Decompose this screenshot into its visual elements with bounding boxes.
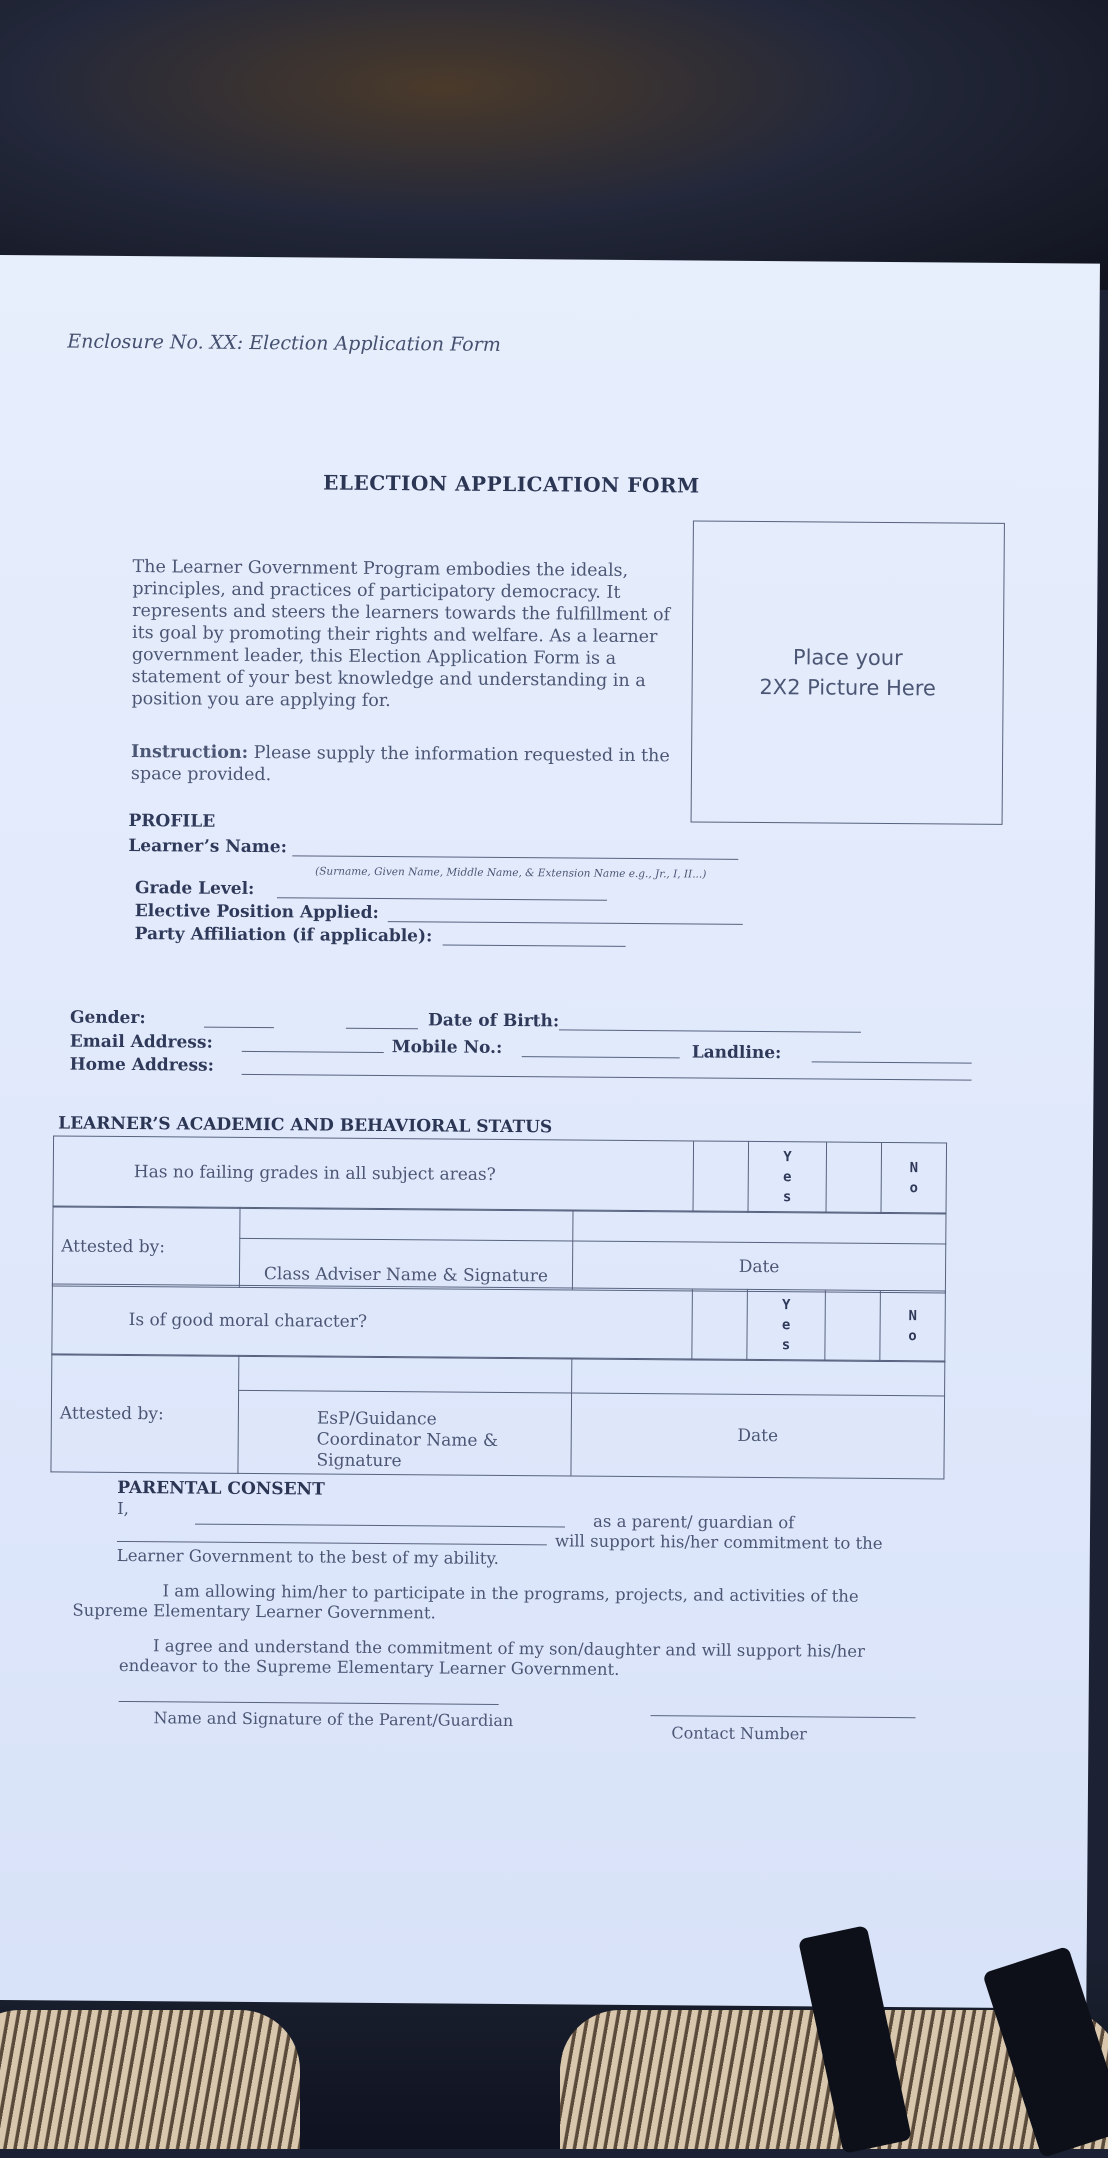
blank-cell[interactable] bbox=[826, 1142, 882, 1213]
gender-field[interactable] bbox=[204, 1027, 274, 1029]
background-top bbox=[0, 0, 1108, 290]
attested-by-label: Attested by: bbox=[51, 1354, 239, 1473]
landline-field[interactable] bbox=[812, 1061, 972, 1063]
attest-adviser-table bbox=[52, 1205, 947, 1293]
home-address-label: Home Address: bbox=[69, 1054, 214, 1076]
learner-name-label: Learner’s Name: bbox=[128, 836, 287, 858]
academic-status-table bbox=[53, 1135, 948, 1214]
blank-cell[interactable] bbox=[692, 1289, 748, 1360]
elective-position-field[interactable] bbox=[388, 921, 743, 925]
application-form-paper bbox=[0, 255, 1100, 2009]
yes-letter-s: s bbox=[781, 1337, 791, 1354]
parent-signature-field[interactable] bbox=[119, 1701, 499, 1705]
email-label: Email Address: bbox=[69, 1031, 213, 1053]
elective-position-label: Elective Position Applied: bbox=[134, 901, 379, 923]
consent-heading: PARENTAL CONSENT bbox=[117, 1477, 325, 1500]
adviser-date-space[interactable] bbox=[573, 1210, 946, 1244]
yes-letter-s: s bbox=[782, 1189, 792, 1206]
coordinator-signature-text: EsP/Guidance Coordinator Name & Signature bbox=[316, 1408, 499, 1472]
contact-number-field[interactable] bbox=[651, 1715, 916, 1718]
consent-will-support: will support his/her commitment to the bbox=[554, 1531, 883, 1553]
photo-box-line1: Place your bbox=[792, 645, 903, 671]
mobile-field[interactable] bbox=[522, 1056, 680, 1058]
intro-paragraph: The Learner Government Program embodies the ideals, principles, and practices of participatory democracy. It represents and steers the learners towards the fulfillment of its goal by promoting their rights and welfare. As a learner government leader, this Election Application Form is a statement of your best knowledge and understanding in a position you are applying for. bbox=[131, 557, 671, 712]
blank-cell[interactable] bbox=[825, 1290, 881, 1361]
consent-as-a-parent: as a parent/ guardian of bbox=[592, 1511, 795, 1533]
home-address-field[interactable] bbox=[242, 1074, 972, 1081]
yes-letter-y: Y bbox=[781, 1297, 791, 1314]
party-affiliation-label: Party Affiliation (if applicable): bbox=[134, 924, 433, 947]
consent-ability: Learner Government to the best of my ability. bbox=[116, 1545, 499, 1568]
grade-level-label: Grade Level: bbox=[134, 878, 255, 900]
form-title: ELECTION APPLICATION FORM bbox=[323, 470, 700, 498]
consent-agree: I agree and understand the commitment of my son/daughter and will support his/her endeavor to the Supreme Elementary Learner Government. bbox=[118, 1636, 866, 1679]
yes-letter-y: Y bbox=[783, 1149, 792, 1166]
no-option[interactable] bbox=[880, 1290, 946, 1362]
party-affiliation-field[interactable] bbox=[443, 944, 626, 946]
learner-name-consent-field[interactable] bbox=[117, 1541, 547, 1545]
gender-label: Gender: bbox=[69, 1007, 146, 1029]
yes-option[interactable] bbox=[748, 1141, 827, 1213]
profile-heading: PROFILE bbox=[128, 811, 216, 832]
no-option[interactable] bbox=[881, 1142, 947, 1214]
parent-name-field[interactable] bbox=[195, 1524, 565, 1528]
consent-i: I, bbox=[117, 1498, 129, 1519]
coordinator-date-space[interactable] bbox=[572, 1358, 945, 1396]
blank-cell[interactable] bbox=[693, 1141, 749, 1212]
gender-extra-field[interactable] bbox=[346, 1028, 418, 1030]
instruction-label: Instruction: bbox=[131, 742, 249, 763]
no-letter-o: o bbox=[908, 1328, 917, 1345]
instruction-paragraph bbox=[131, 741, 691, 789]
name-format-hint: (Surname, Given Name, Middle Name, & Extension Name e.g., Jr., I, II...) bbox=[315, 865, 707, 881]
attest-coordinator-table bbox=[50, 1353, 945, 1479]
yes-letter-e: e bbox=[782, 1169, 792, 1186]
email-field[interactable] bbox=[242, 1051, 384, 1053]
adviser-signature-label: Class Adviser Name & Signature bbox=[239, 1238, 572, 1290]
landline-label: Landline: bbox=[691, 1042, 782, 1064]
photo-box-line2: 2X2 Picture Here bbox=[759, 674, 936, 701]
contact-number-label: Contact Number bbox=[671, 1723, 807, 1744]
coordinator-signature-space[interactable] bbox=[239, 1355, 572, 1393]
no-letter-o: o bbox=[909, 1180, 918, 1197]
instruction-text: Please supply the information requested in the space provided. bbox=[130, 742, 670, 786]
moral-status-table bbox=[51, 1283, 946, 1362]
mobile-label: Mobile No.: bbox=[391, 1037, 503, 1058]
question-moral-character: Is of good moral character? bbox=[52, 1284, 693, 1360]
enclosure-label: Enclosure No. XX: Election Application Form bbox=[67, 330, 501, 356]
no-letter-n: N bbox=[908, 1308, 917, 1325]
adviser-signature-space[interactable] bbox=[240, 1207, 573, 1241]
date-of-birth-field[interactable] bbox=[559, 1029, 861, 1032]
yes-letter-e: e bbox=[781, 1317, 791, 1334]
question-failing-grades: Has no failing grades in all subject areas? bbox=[53, 1136, 694, 1212]
photo-box[interactable] bbox=[691, 520, 1005, 824]
status-heading: LEARNER’S ACADEMIC AND BEHAVIORAL STATUS bbox=[58, 1113, 553, 1138]
date-of-birth-label: Date of Birth: bbox=[427, 1010, 560, 1032]
parent-signature-label: Name and Signature of the Parent/Guardian bbox=[153, 1708, 514, 1731]
yes-option[interactable] bbox=[747, 1289, 826, 1361]
fabric-left bbox=[0, 2010, 300, 2149]
consent-allowing: I am allowing him/her to participate in the programs, projects, and activities of the Supreme Elementary Learner Government. bbox=[72, 1581, 859, 1623]
attested-by-label: Attested by: bbox=[52, 1206, 240, 1287]
coordinator-signature-label bbox=[238, 1390, 572, 1476]
no-letter-n: N bbox=[909, 1160, 919, 1177]
learner-name-field[interactable] bbox=[292, 855, 738, 860]
coordinator-date-label: Date bbox=[571, 1393, 945, 1479]
adviser-date-label: Date bbox=[572, 1241, 945, 1293]
grade-level-field[interactable] bbox=[277, 897, 607, 901]
